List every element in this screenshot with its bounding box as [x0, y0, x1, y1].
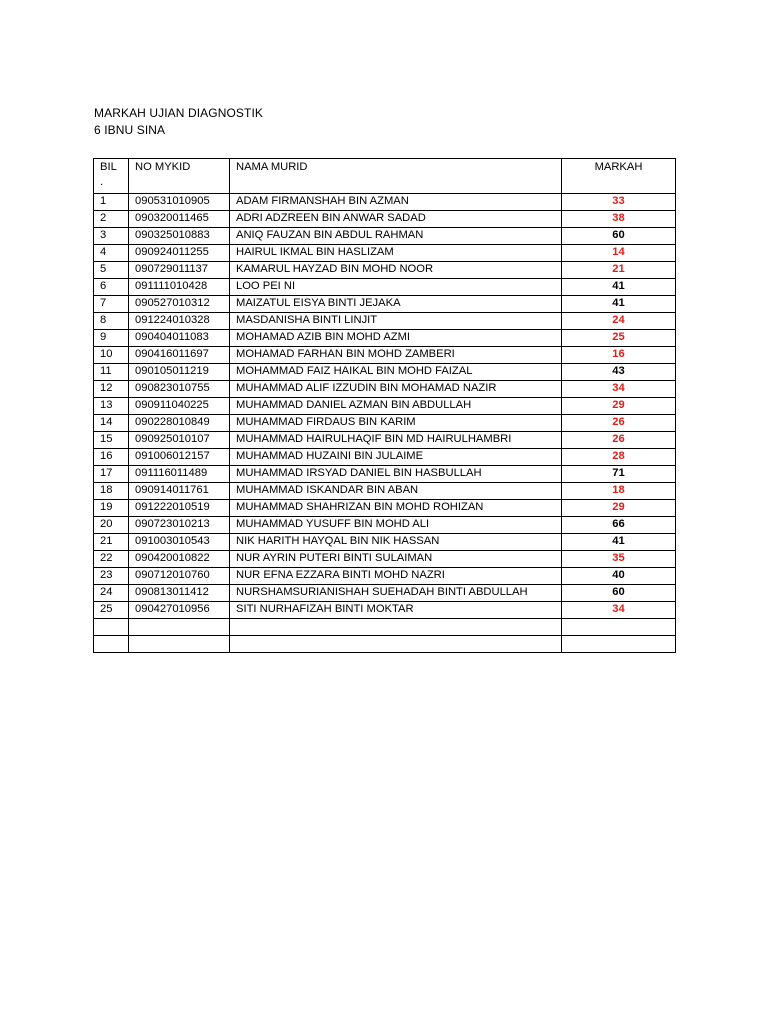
header-bil: [94, 159, 129, 194]
cell-mykid: 090729011137: [129, 262, 230, 279]
header-bil-suffix: .: [100, 176, 104, 188]
table-row: [94, 466, 676, 483]
cell-bil: 8: [94, 313, 129, 330]
table-row: [94, 585, 676, 602]
table-row: [94, 500, 676, 517]
cell-mykid: 090911040225: [129, 398, 230, 415]
cell-markah: 66: [562, 517, 676, 534]
cell-markah: 43: [562, 364, 676, 381]
cell-markah: 35: [562, 551, 676, 568]
cell-mykid: 090813011412: [129, 585, 230, 602]
cell-markah: 33: [562, 194, 676, 211]
cell-markah: 34: [562, 381, 676, 398]
cell-mykid: 091224010328: [129, 313, 230, 330]
cell-bil: 11: [94, 364, 129, 381]
header-bil-label: BIL: [100, 161, 117, 173]
header-row: [94, 159, 676, 194]
cell-mykid: 090712010760: [129, 568, 230, 585]
cell-bil: 7: [94, 296, 129, 313]
cell-mykid: 090105011219: [129, 364, 230, 381]
cell-markah: 41: [562, 296, 676, 313]
cell-bil: 24: [94, 585, 129, 602]
cell-markah: 38: [562, 211, 676, 228]
cell-bil: 12: [94, 381, 129, 398]
cell-markah: 24: [562, 313, 676, 330]
cell-student-name: MUHAMMAD YUSUFF BIN MOHD ALI: [230, 517, 562, 534]
cell-markah: 28: [562, 449, 676, 466]
cell-bil: 15: [94, 432, 129, 449]
cell-bil: 4: [94, 245, 129, 262]
table-body: [94, 194, 676, 653]
cell-bil: 18: [94, 483, 129, 500]
table-row: [94, 296, 676, 313]
cell-student-name: NIK HARITH HAYQAL BIN NIK HASSAN: [230, 534, 562, 551]
cell-student-name: MAIZATUL EISYA BINTI JEJAKA: [230, 296, 562, 313]
cell-student-name: MUHAMMAD DANIEL AZMAN BIN ABDULLAH: [230, 398, 562, 415]
cell-markah: 40: [562, 568, 676, 585]
table-header: [94, 159, 676, 194]
cell-markah: 26: [562, 415, 676, 432]
cell-markah: [562, 636, 676, 653]
table-row: [94, 449, 676, 466]
cell-mykid: 090527010312: [129, 296, 230, 313]
table-row: [94, 534, 676, 551]
cell-mykid: 090723010213: [129, 517, 230, 534]
cell-markah: 16: [562, 347, 676, 364]
cell-bil: 13: [94, 398, 129, 415]
cell-markah: 25: [562, 330, 676, 347]
cell-bil: [94, 619, 129, 636]
cell-mykid: 090320011465: [129, 211, 230, 228]
table-row: [94, 211, 676, 228]
table-row: [94, 483, 676, 500]
cell-bil: 10: [94, 347, 129, 364]
cell-mykid: 091006012157: [129, 449, 230, 466]
cell-bil: 3: [94, 228, 129, 245]
table-row: [94, 364, 676, 381]
cell-markah: [562, 619, 676, 636]
cell-student-name: ADRI ADZREEN BIN ANWAR SADAD: [230, 211, 562, 228]
table-row: [94, 381, 676, 398]
cell-mykid: 091222010519: [129, 500, 230, 517]
cell-bil: [94, 636, 129, 653]
header-name: NAMA MURID: [230, 159, 562, 194]
cell-bil: 25: [94, 602, 129, 619]
table-row: [94, 330, 676, 347]
cell-markah: 34: [562, 602, 676, 619]
table-row: [94, 262, 676, 279]
cell-mykid: 090925010107: [129, 432, 230, 449]
table-row: [94, 619, 676, 636]
table-row: [94, 568, 676, 585]
table-row: [94, 313, 676, 330]
table-row: [94, 551, 676, 568]
table-row: [94, 415, 676, 432]
cell-markah: 60: [562, 585, 676, 602]
cell-mykid: 090404011083: [129, 330, 230, 347]
cell-mykid: 090914011761: [129, 483, 230, 500]
cell-student-name: MUHAMMAD ISKANDAR BIN ABAN: [230, 483, 562, 500]
cell-mykid: 090531010905: [129, 194, 230, 211]
cell-student-name: ANIQ FAUZAN BIN ABDUL RAHMAN: [230, 228, 562, 245]
cell-student-name: HAIRUL IKMAL BIN HASLIZAM: [230, 245, 562, 262]
cell-student-name: MOHAMMAD FAIZ HAIKAL BIN MOHD FAIZAL: [230, 364, 562, 381]
table-row: [94, 228, 676, 245]
cell-bil: 5: [94, 262, 129, 279]
marks-table: [93, 158, 676, 653]
cell-bil: 23: [94, 568, 129, 585]
table-row: [94, 517, 676, 534]
cell-student-name: MOHAMAD AZIB BIN MOHD AZMI: [230, 330, 562, 347]
cell-bil: 14: [94, 415, 129, 432]
table-row: [94, 194, 676, 211]
cell-mykid: [129, 636, 230, 653]
cell-mykid: 090924011255: [129, 245, 230, 262]
class-name: 6 IBNU SINA: [94, 123, 166, 137]
table-row: [94, 432, 676, 449]
cell-bil: 6: [94, 279, 129, 296]
cell-mykid: 091111010428: [129, 279, 230, 296]
cell-student-name: MUHAMMAD HAIRULHAQIF BIN MD HAIRULHAMBRI: [230, 432, 562, 449]
cell-bil: 2: [94, 211, 129, 228]
cell-student-name: MUHAMMAD IRSYAD DANIEL BIN HASBULLAH: [230, 466, 562, 483]
cell-bil: 20: [94, 517, 129, 534]
cell-mykid: 090416011697: [129, 347, 230, 364]
cell-student-name: [230, 619, 562, 636]
cell-mykid: 090325010883: [129, 228, 230, 245]
document-title: MARKAH UJIAN DIAGNOSTIK: [94, 106, 263, 120]
cell-student-name: MUHAMMAD HUZAINI BIN JULAIME: [230, 449, 562, 466]
cell-student-name: KAMARUL HAYZAD BIN MOHD NOOR: [230, 262, 562, 279]
cell-bil: 9: [94, 330, 129, 347]
table-row: [94, 602, 676, 619]
table-row: [94, 279, 676, 296]
cell-student-name: NUR EFNA EZZARA BINTI MOHD NAZRI: [230, 568, 562, 585]
cell-student-name: LOO PEI NI: [230, 279, 562, 296]
cell-mykid: 090427010956: [129, 602, 230, 619]
cell-mykid: [129, 619, 230, 636]
cell-student-name: MUHAMMAD ALIF IZZUDIN BIN MOHAMAD NAZIR: [230, 381, 562, 398]
table-row: [94, 398, 676, 415]
cell-student-name: MASDANISHA BINTI LINJIT: [230, 313, 562, 330]
cell-bil: 1: [94, 194, 129, 211]
cell-student-name: NURSHAMSURIANISHAH SUEHADAH BINTI ABDULLAH: [230, 585, 562, 602]
cell-markah: 41: [562, 279, 676, 296]
cell-mykid: 090228010849: [129, 415, 230, 432]
cell-bil: 21: [94, 534, 129, 551]
cell-markah: 18: [562, 483, 676, 500]
cell-markah: 71: [562, 466, 676, 483]
cell-markah: 29: [562, 500, 676, 517]
cell-student-name: ADAM FIRMANSHAH BIN AZMAN: [230, 194, 562, 211]
header-mykid: NO MYKID: [129, 159, 230, 194]
cell-bil: 17: [94, 466, 129, 483]
cell-student-name: MOHAMAD FARHAN BIN MOHD ZAMBERI: [230, 347, 562, 364]
cell-markah: 21: [562, 262, 676, 279]
cell-bil: 19: [94, 500, 129, 517]
cell-bil: 16: [94, 449, 129, 466]
cell-mykid: 090823010755: [129, 381, 230, 398]
cell-markah: 29: [562, 398, 676, 415]
table-row: [94, 636, 676, 653]
cell-student-name: MUHAMMAD FIRDAUS BIN KARIM: [230, 415, 562, 432]
cell-student-name: MUHAMMAD SHAHRIZAN BIN MOHD ROHIZAN: [230, 500, 562, 517]
cell-markah: 60: [562, 228, 676, 245]
cell-markah: 26: [562, 432, 676, 449]
cell-student-name: SITI NURHAFIZAH BINTI MOKTAR: [230, 602, 562, 619]
cell-bil: 22: [94, 551, 129, 568]
cell-markah: 41: [562, 534, 676, 551]
cell-student-name: NUR AYRIN PUTERI BINTI SULAIMAN: [230, 551, 562, 568]
cell-markah: 14: [562, 245, 676, 262]
header-markah: MARKAH: [562, 159, 676, 194]
table-row: [94, 245, 676, 262]
cell-mykid: 090420010822: [129, 551, 230, 568]
cell-student-name: [230, 636, 562, 653]
cell-mykid: 091116011489: [129, 466, 230, 483]
cell-mykid: 091003010543: [129, 534, 230, 551]
table-row: [94, 347, 676, 364]
